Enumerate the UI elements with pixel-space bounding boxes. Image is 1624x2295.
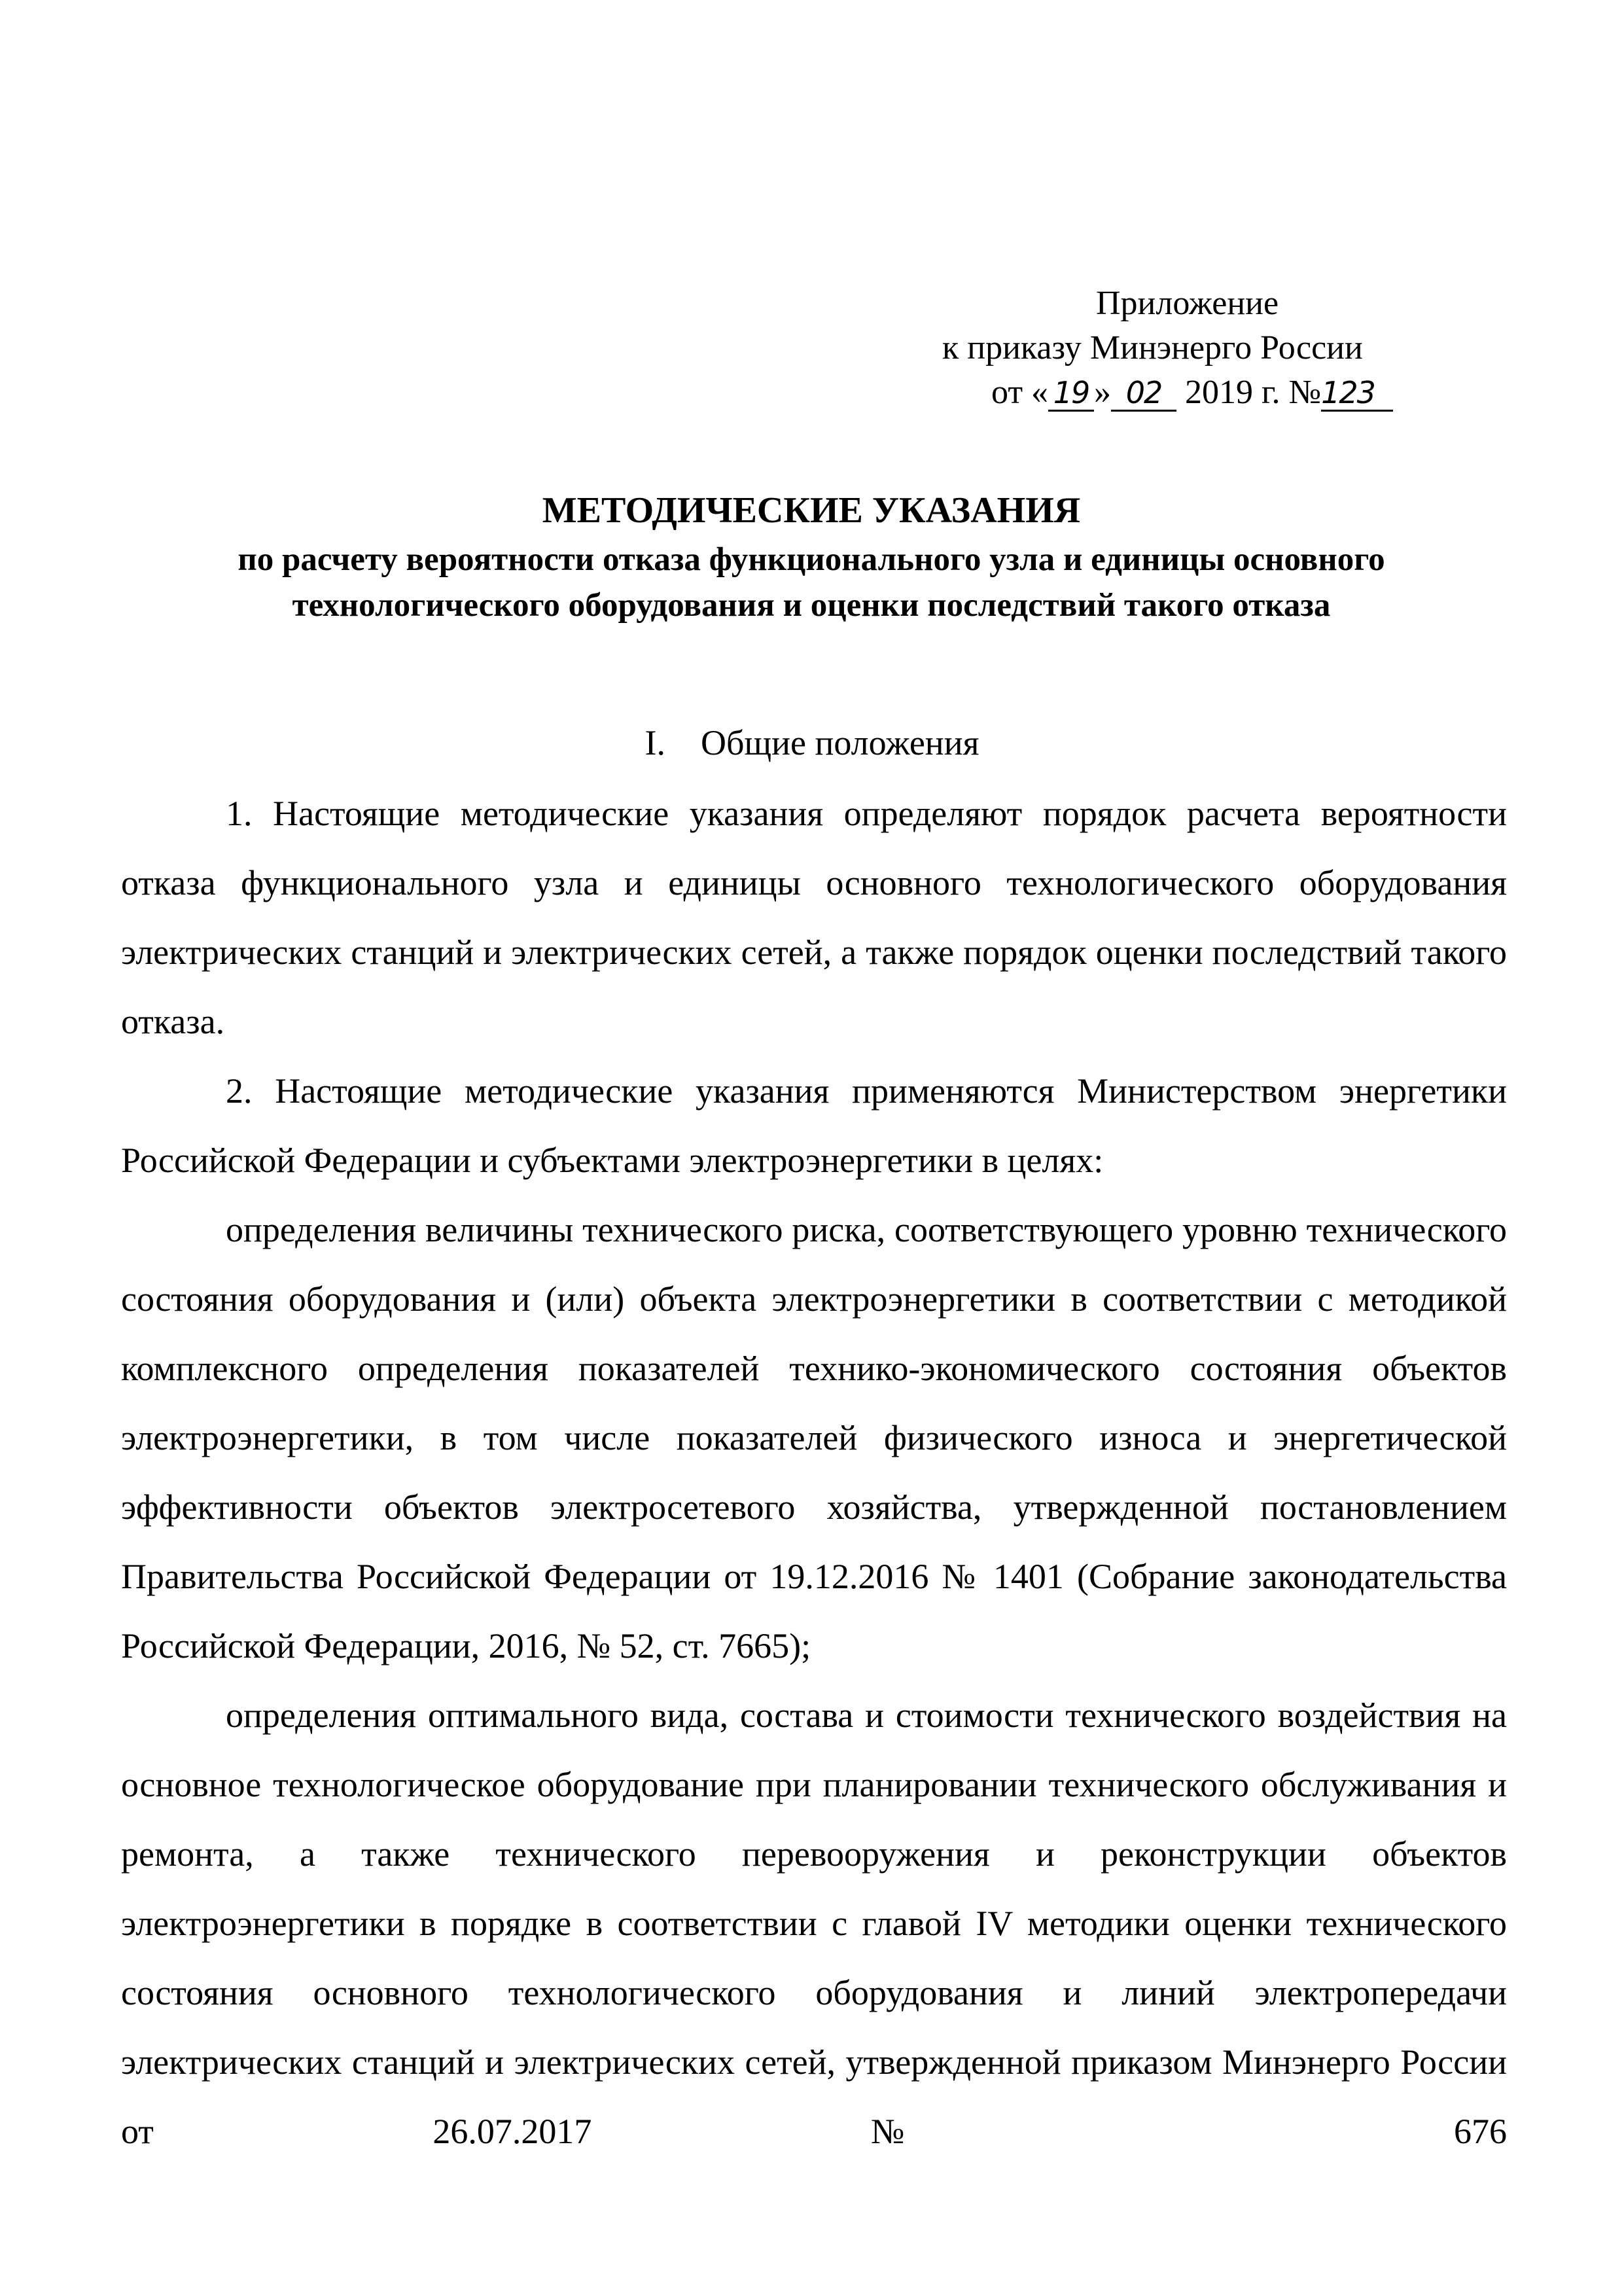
paragraph-3: определения величины технического риска, соответствующего уровню технического состояния оборудования и (или) объекта электроэнергетики в соответствии с методикой комплексного определения показателей технико-экономического состояния объектов электроэнергетики, в том числе показателей физического износа и энергетической эффективности объектов электросетевого хозяйства, утвержденной постановлением Правительства Российской Федерации от 19.12.2016 № 1401 (Собрание законодательства Российской Федерации, 2016, № 52, ст. 7665); <box>121 1210 1507 1665</box>
appendix-order-reference: к приказу Минэнерго России <box>942 329 1363 366</box>
document-title-block <box>105 484 1518 628</box>
appendix-label: Приложение <box>1096 285 1279 322</box>
document-subtitle-line-1: по расчету вероятности отказа функционального узла и единицы основного <box>238 541 1385 578</box>
date-prefix: от « <box>991 374 1049 411</box>
appendix-date-line <box>942 370 1479 415</box>
document-body <box>121 779 1507 2166</box>
date-year: 2019 г. № <box>1176 374 1322 411</box>
handwritten-order-number: 123 <box>1321 376 1393 412</box>
paragraph-1: 1. Настоящие методические указания определяют порядок расчета вероятности отказа функционального узла и единицы основного технологического оборудования электрических станций и электрических сетей, а также порядок оценки последствий такого отказа. <box>121 794 1507 1041</box>
document-title: МЕТОДИЧЕСКИЕ УКАЗАНИЯ <box>542 490 1081 531</box>
paragraph-4: определения оптимального вида, состава и стоимости технического воздействия на основное технологическое оборудование при планировании технического обслуживания и ремонта, а также технического перевооружения и реконструкции объектов электроэнергетики в порядке в соответствии с главой IV методики оценки технического состояния основного технологического оборудования и линий электропередачи электрических станций и электрических сетей, утвержденной приказом Минэнерго России от 26.07.2017 № 676 <box>121 1696 1507 2151</box>
date-separator: » <box>1094 374 1112 411</box>
appendix-header <box>942 281 1479 415</box>
document-subtitle-line-2: технологического оборудования и оценки последствий такого отказа <box>292 587 1331 624</box>
paragraph-2: 2. Настоящие методические указания применяются Министерством энергетики Российской Федерации и субъектами электроэнергетики в целях: <box>121 1071 1507 1180</box>
handwritten-month: 02 <box>1111 376 1176 412</box>
section-heading: I. Общие положения <box>644 723 980 762</box>
handwritten-day: 19 <box>1048 376 1094 412</box>
